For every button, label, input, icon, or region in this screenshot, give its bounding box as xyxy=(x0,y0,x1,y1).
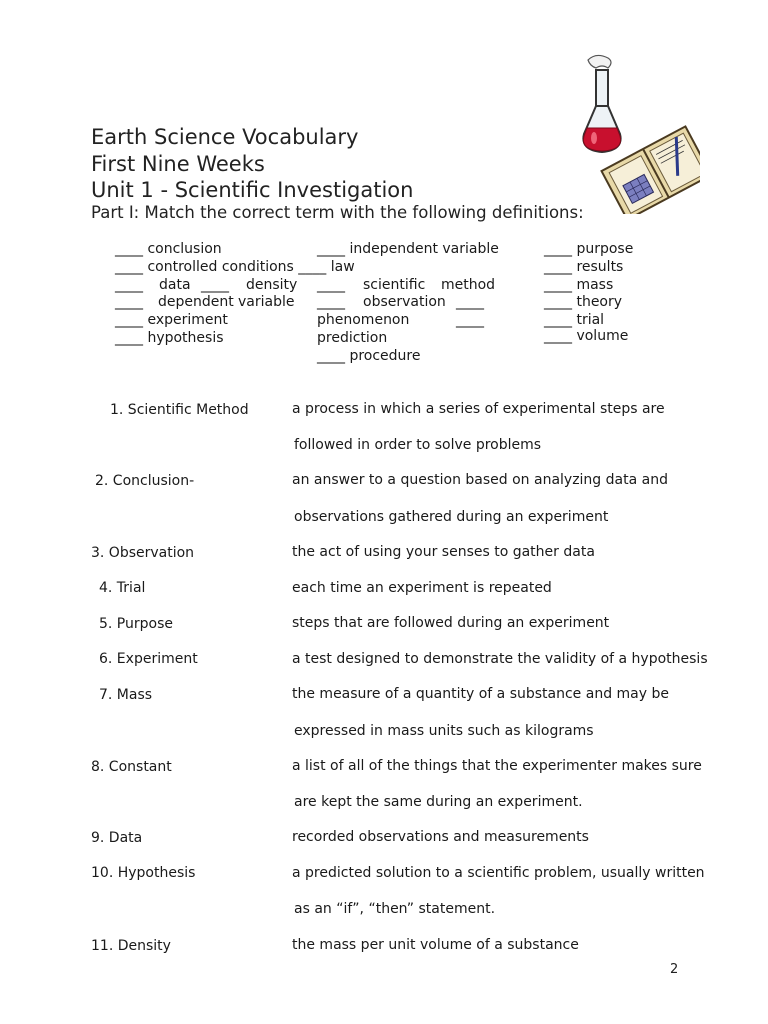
term-label: 10. Hypothesis xyxy=(91,865,196,881)
definition-text: an answer to a question based on analyzing data and xyxy=(292,472,668,488)
term-label: 7. Mass xyxy=(99,687,153,703)
term-label: 5. Purpose xyxy=(99,616,173,632)
word-bank-item: ____ mass xyxy=(544,277,614,293)
word-bank-item: ____ controlled conditions ____ law xyxy=(115,259,355,275)
definition-text: steps that are followed during an experiment xyxy=(292,615,610,631)
word-bank-item: ____ xyxy=(201,277,229,293)
term-label: 9. Data xyxy=(91,830,143,846)
unit-title: Unit 1 - Scientific Investigation xyxy=(91,178,414,202)
document-title: Earth Science Vocabulary xyxy=(91,125,359,149)
word-bank-item: density xyxy=(246,277,298,293)
term-label: 1. Scientific Method xyxy=(110,402,249,418)
term-label: 8. Constant xyxy=(91,759,172,775)
word-bank-item: phenomenon xyxy=(317,312,410,328)
word-bank-item: data xyxy=(159,277,191,293)
word-bank-item: ____ xyxy=(115,277,143,293)
word-bank-item: ____ xyxy=(317,294,345,310)
definition-text: the mass per unit volume of a substance xyxy=(292,937,579,953)
word-bank-item: ____ purpose xyxy=(544,241,634,257)
flask-and-notebook-icon xyxy=(578,52,700,214)
definition-text: a test designed to demonstrate the validity of a hypothesis xyxy=(292,651,708,667)
word-bank-item: scientific xyxy=(363,277,426,293)
word-bank-item: ____ volume xyxy=(544,328,629,344)
definition-text: as an “if”, “then” statement. xyxy=(294,901,496,917)
word-bank-item: prediction xyxy=(317,330,388,346)
term-label: 4. Trial xyxy=(99,580,146,596)
word-bank-item: observation xyxy=(363,294,446,310)
word-bank-item: variable xyxy=(238,294,295,310)
definition-text: followed in order to solve problems xyxy=(294,437,542,453)
word-bank-item: dependent xyxy=(158,294,234,310)
definition-text: recorded observations and measurements xyxy=(292,829,589,845)
word-bank-item: ____ xyxy=(115,294,143,310)
term-label: 11. Density xyxy=(91,938,171,954)
page-number: 2 xyxy=(670,962,679,977)
definition-text: expressed in mass units such as kilograms xyxy=(294,723,594,739)
word-bank-item: ____ trial xyxy=(544,312,605,328)
definition-text: observations gathered during an experiment xyxy=(294,509,609,525)
term-label: 2. Conclusion- xyxy=(95,473,195,489)
word-bank-item: ____ experiment xyxy=(115,312,228,328)
word-bank-item: ____ xyxy=(456,312,484,328)
definition-text: a predicted solution to a scientific problem, usually written xyxy=(292,865,705,881)
definition-text: a process in which a series of experimental steps are xyxy=(292,401,665,417)
word-bank-item: method xyxy=(441,277,496,293)
word-bank-item: ____ results xyxy=(544,259,624,275)
word-bank-item: ____ independent variable xyxy=(317,241,499,257)
word-bank-item: ____ xyxy=(456,294,484,310)
definition-text: the measure of a quantity of a substance and may be xyxy=(292,686,669,702)
definition-text: a list of all of the things that the experimenter makes sure xyxy=(292,758,702,774)
definition-text: each time an experiment is repeated xyxy=(292,580,552,596)
word-bank-item: ____ hypothesis xyxy=(115,330,224,346)
instructions: Part I: Match the correct term with the following definitions: xyxy=(91,203,584,222)
word-bank-item: ____ xyxy=(317,277,345,293)
term-label: 6. Experiment xyxy=(99,651,198,667)
definition-text: the act of using your senses to gather data xyxy=(292,544,595,560)
definition-text: are kept the same during an experiment. xyxy=(294,794,583,810)
word-bank-item: ____ procedure xyxy=(317,348,421,364)
word-bank-item: ____ conclusion xyxy=(115,241,222,257)
document-subtitle: First Nine Weeks xyxy=(91,152,265,176)
term-label: 3. Observation xyxy=(91,545,195,561)
word-bank-item: ____ theory xyxy=(544,294,623,310)
